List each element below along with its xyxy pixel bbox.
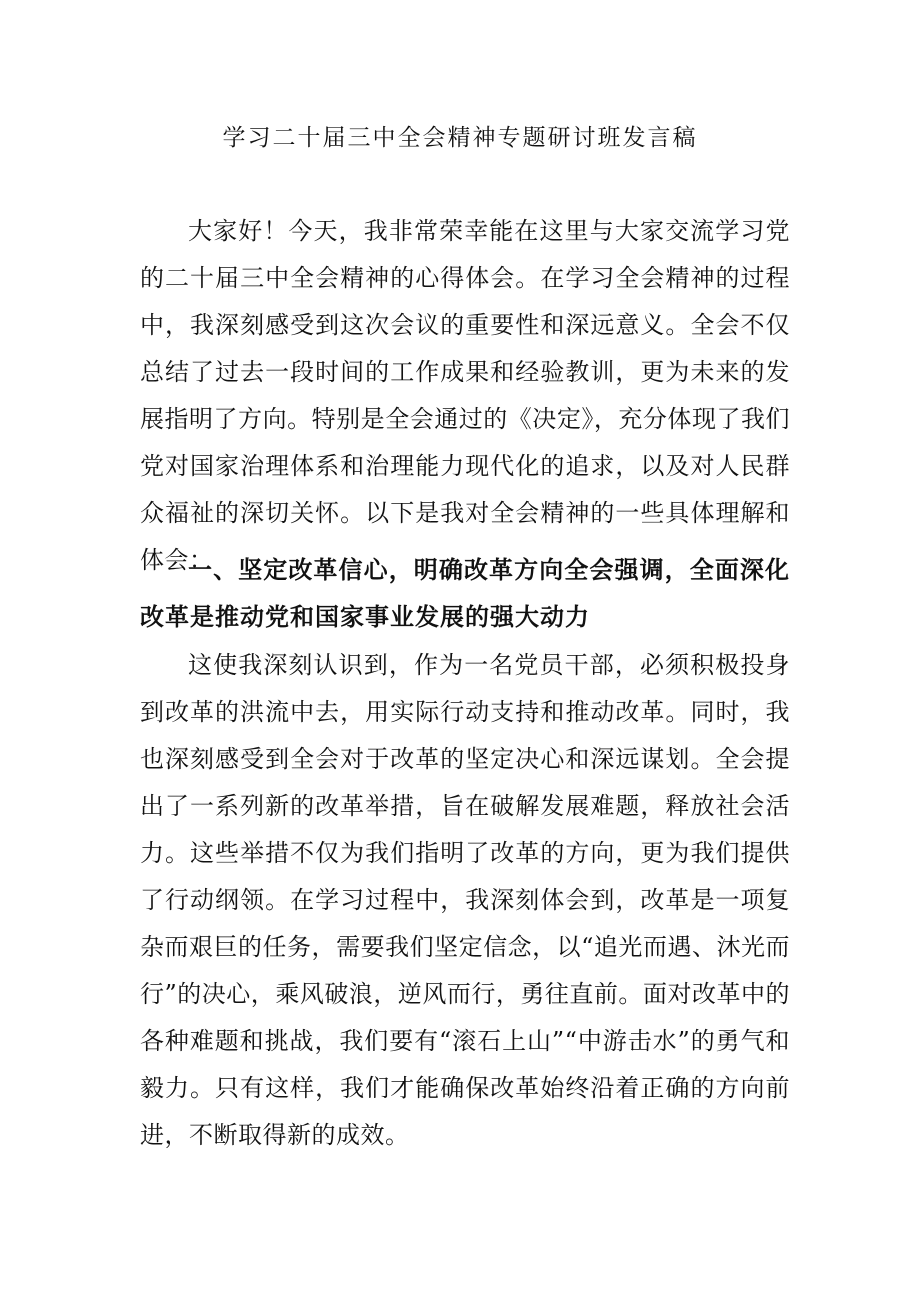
document-title: 学习二十届三中全会精神专题研讨班发言稿 [222, 125, 698, 151]
body-paragraph: 这使我深刻认识到，作为一名党员干部，必须积极投身到改革的洪流中去，用实际行动支持和推动改革。同时，我也深刻感受到全会对于改革的坚定决心和深远谋划。全会提出了一系列新的改革举措，旨在破解发展难题，释放社会活力。这些举措不仅为我们指明了改革的方向，更为我们提供了行动纲领。在学习过程中，我深刻体会到，改革是一项复杂而艰巨的任务，需要我们坚定信念，以“追光而遇、沐光而行”的决心，乘风破浪，逆风而行，勇往直前。面对改革中的各种难题和挑战，我们要有“滚石上山”“中游击水”的勇气和毅力。只有这样，我们才能确保改革始终沿着正确的方向前进，不断取得新的成效。 [140, 651, 790, 1149]
intro-paragraph: 大家好！今天，我非常荣幸能在这里与大家交流学习党的二十届三中全会精神的心得体会。在学习全会精神的过程中，我深刻感受到这次会议的重要性和深远意义。全会不仅总结了过去一段时间的工作成果和经验教训，更为未来的发展指明了方向。特别是全会通过的《决定》，充分体现了我们党对国家治理体系和治理能力现代化的追求，以及对人民群众福祉的深切关怀。以下是我对全会精神的一些具体理解和体会： [140, 217, 790, 574]
section-heading: 一、坚定改革信心，明确改革方向全会强调，全面深化改革是推动党和国家事业发展的强大动力 [140, 555, 790, 631]
